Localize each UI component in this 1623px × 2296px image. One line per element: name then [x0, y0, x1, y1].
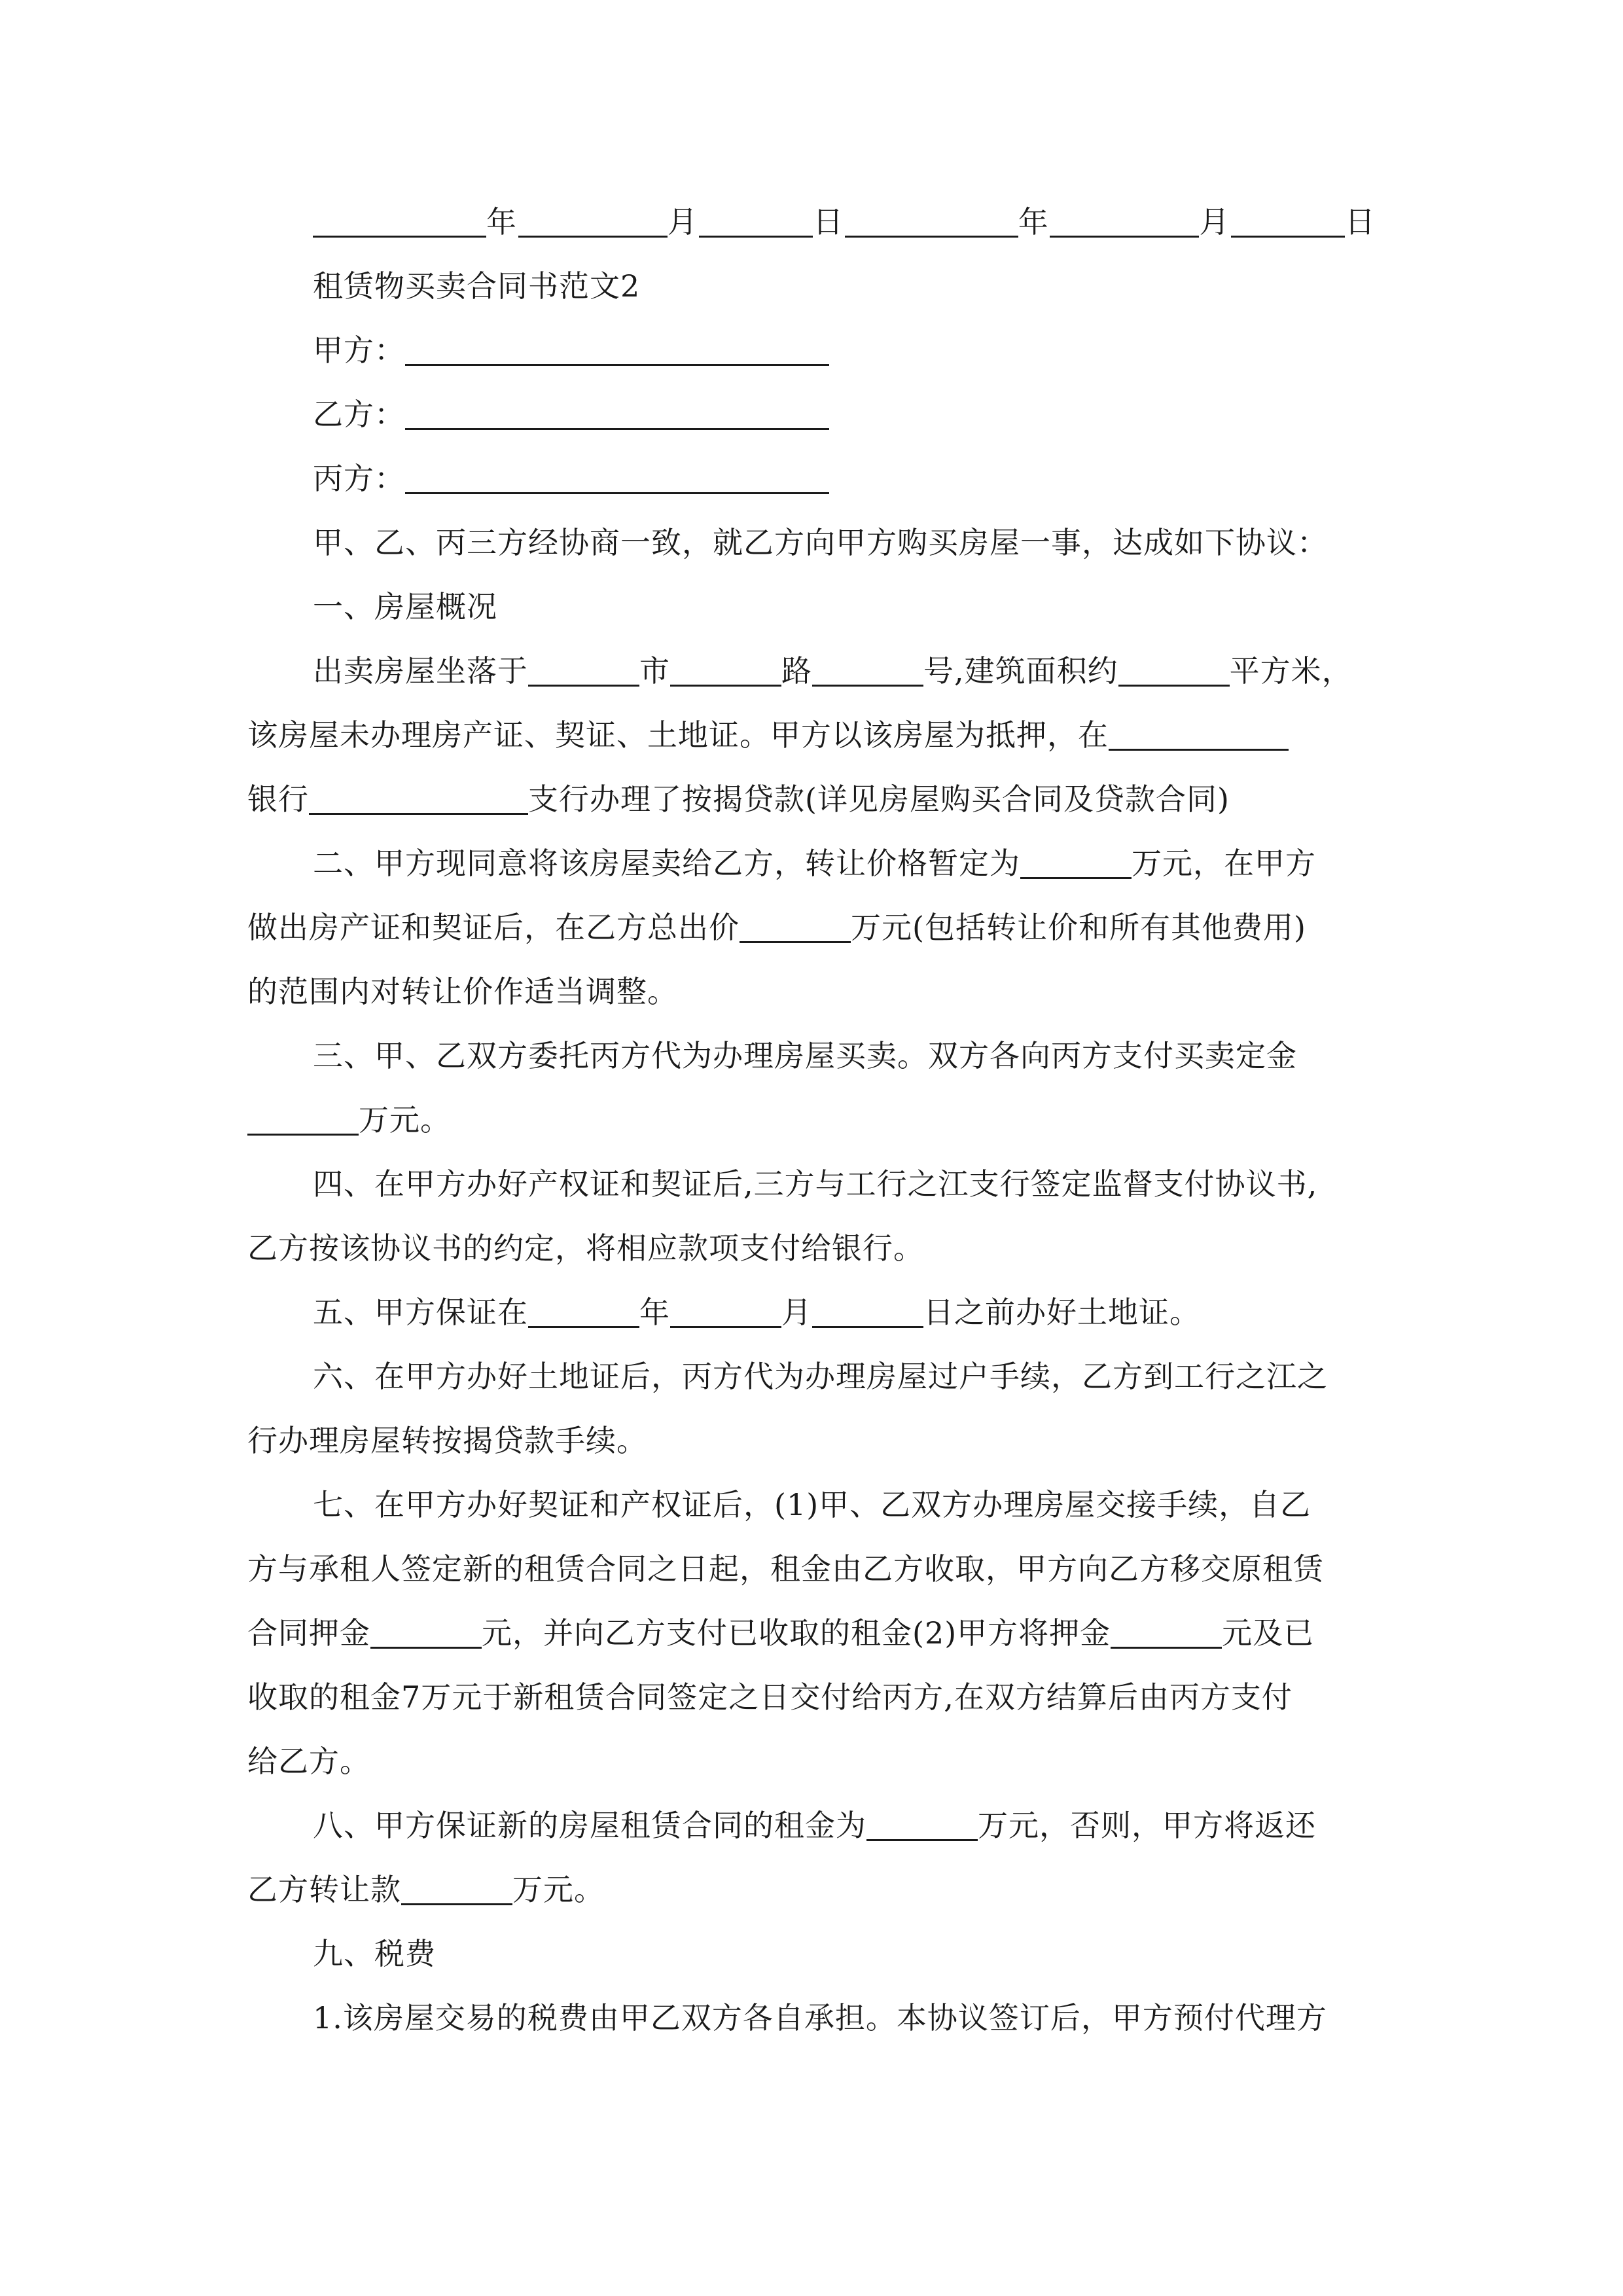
text: 二、甲方现同意将该房屋卖给乙方，转让价格暂定为 [313, 846, 1020, 881]
party-b-label: 乙方： [313, 397, 405, 432]
fill-in-blank [812, 1291, 923, 1328]
section-7-line-2: 方与承租人签定新的租赁合同之日起，租金由乙方收取，甲方向乙方移交原租赁 [247, 1551, 1324, 1587]
text: 月 [781, 1295, 812, 1330]
text: 银行 [247, 781, 309, 817]
fill-in-blank [1231, 200, 1345, 238]
intro-paragraph: 甲、乙、丙三方经协商一致，就乙方向甲方购买房屋一事，达成如下协议： [313, 525, 1328, 560]
fill-in-blank [866, 1804, 978, 1841]
section-9-heading: 九、税费 [313, 1936, 436, 1971]
month-label: 月 [667, 204, 698, 240]
section-9-line-1: 1.该房屋交易的税费由甲乙双方各自承担。本协议签订后，甲方预付代理方 [313, 2000, 1327, 2036]
section-3-line-2 [247, 1088, 1376, 1152]
party-b-blank [405, 393, 829, 430]
text: 万元，在甲方 [1132, 846, 1316, 881]
fill-in-blank [528, 649, 639, 687]
fill-in-blank [401, 1868, 512, 1905]
text: 号,建筑面积约 [923, 653, 1118, 689]
text: 支行办理了按揭贷款(详见房屋购买合同及贷款合同) [528, 781, 1230, 817]
fill-in-blank [1109, 713, 1289, 751]
section-8-line-1 [247, 1793, 1376, 1857]
text: 路 [781, 653, 812, 689]
text: 万元(包括转让价和所有其他费用) [851, 910, 1306, 945]
fill-in-blank [309, 778, 528, 815]
section-4-line-2: 乙方按该协议书的约定，将相应款项支付给银行。 [247, 1230, 924, 1266]
fill-in-blank [740, 906, 851, 943]
section-6-line-1: 六、在甲方办好土地证后，丙方代为办理房屋过户手续，乙方到工行之江之 [313, 1359, 1328, 1394]
fill-in-blank [1111, 1611, 1222, 1649]
section-2-line-2 [247, 895, 1376, 960]
fill-in-blank [528, 1291, 639, 1328]
day-label: 日 [813, 204, 844, 240]
party-c-blank [405, 457, 829, 494]
party-a-line [247, 318, 1376, 382]
fill-in-blank [247, 1098, 359, 1136]
party-a-label: 甲方： [313, 332, 405, 368]
document-page [247, 190, 1376, 2050]
fill-in-blank [518, 200, 668, 238]
section-4-line-1: 四、在甲方办好产权证和契证后,三方与工行之江支行签定监督支付协议书, [313, 1166, 1318, 1202]
fill-in-blank [699, 200, 813, 238]
month-label: 月 [1199, 204, 1230, 240]
party-c-line [247, 446, 1376, 511]
party-a-blank [405, 329, 829, 366]
text: 八、甲方保证新的房屋租赁合同的租金为 [313, 1808, 866, 1843]
section-1-line-1 [247, 639, 1376, 703]
fill-in-blank [845, 200, 1018, 238]
party-b-line [247, 382, 1376, 446]
fill-in-blank [1020, 842, 1132, 879]
text: 市 [639, 653, 670, 689]
text: 日之前办好土地证。 [923, 1295, 1200, 1330]
section-7-line-3 [247, 1601, 1376, 1665]
text: 万元，否则，甲方将返还 [978, 1808, 1316, 1843]
fill-in-blank [670, 1291, 781, 1328]
text: 五、甲方保证在 [313, 1295, 528, 1330]
text: 元，并向乙方支付已收取的租金(2)甲方将押金 [482, 1615, 1111, 1651]
text: 元及已 [1222, 1615, 1315, 1651]
text: 万元。 [359, 1102, 451, 1138]
fill-in-blank [313, 200, 486, 238]
text: 乙方转让款 [247, 1872, 401, 1907]
party-c-label: 丙方： [313, 461, 405, 496]
fill-in-blank [1050, 200, 1199, 238]
section-1-line-2 [247, 703, 1376, 767]
section-3-line-1: 三、甲、乙双方委托丙方代为办理房屋买卖。双方各向丙方支付买卖定金 [313, 1038, 1297, 1073]
text: 合同押金 [247, 1615, 370, 1651]
section-7-line-4: 收取的租金7万元于新租赁合同签定之日交付给丙方,在双方结算后由丙方支付 [247, 1679, 1293, 1715]
section-1-line-3 [247, 767, 1376, 831]
text: 年 [639, 1295, 670, 1330]
fill-in-blank [670, 649, 781, 687]
section-5-line-1 [247, 1280, 1376, 1344]
year-label: 年 [486, 204, 517, 240]
section-7-line-5: 给乙方。 [247, 1744, 370, 1779]
text: 平方米， [1229, 653, 1353, 689]
fill-in-blank [1118, 649, 1230, 687]
day-label: 日 [1344, 204, 1376, 240]
fill-in-blank [370, 1611, 482, 1649]
section-7-line-1: 七、在甲方办好契证和产权证后，(1)甲、乙双方办理房屋交接手续，自乙 [313, 1487, 1311, 1522]
document-title: 租赁物买卖合同书范文2 [313, 268, 641, 304]
text: 该房屋未办理房产证、契证、土地证。甲方以该房屋为抵押，在 [247, 717, 1109, 753]
section-2-line-1 [247, 831, 1376, 895]
section-2-line-3: 的范围内对转让价作适当调整。 [247, 974, 678, 1009]
text: 出卖房屋坐落于 [313, 653, 528, 689]
signature-date-row [247, 190, 1376, 254]
year-label: 年 [1018, 204, 1049, 240]
section-8-line-2 [247, 1857, 1376, 1922]
section-6-line-2: 行办理房屋转按揭贷款手续。 [247, 1423, 647, 1458]
section-1-heading: 一、房屋概况 [313, 589, 497, 624]
text: 万元。 [512, 1872, 605, 1907]
text: 做出房产证和契证后，在乙方总出价 [247, 910, 740, 945]
fill-in-blank [812, 649, 923, 687]
